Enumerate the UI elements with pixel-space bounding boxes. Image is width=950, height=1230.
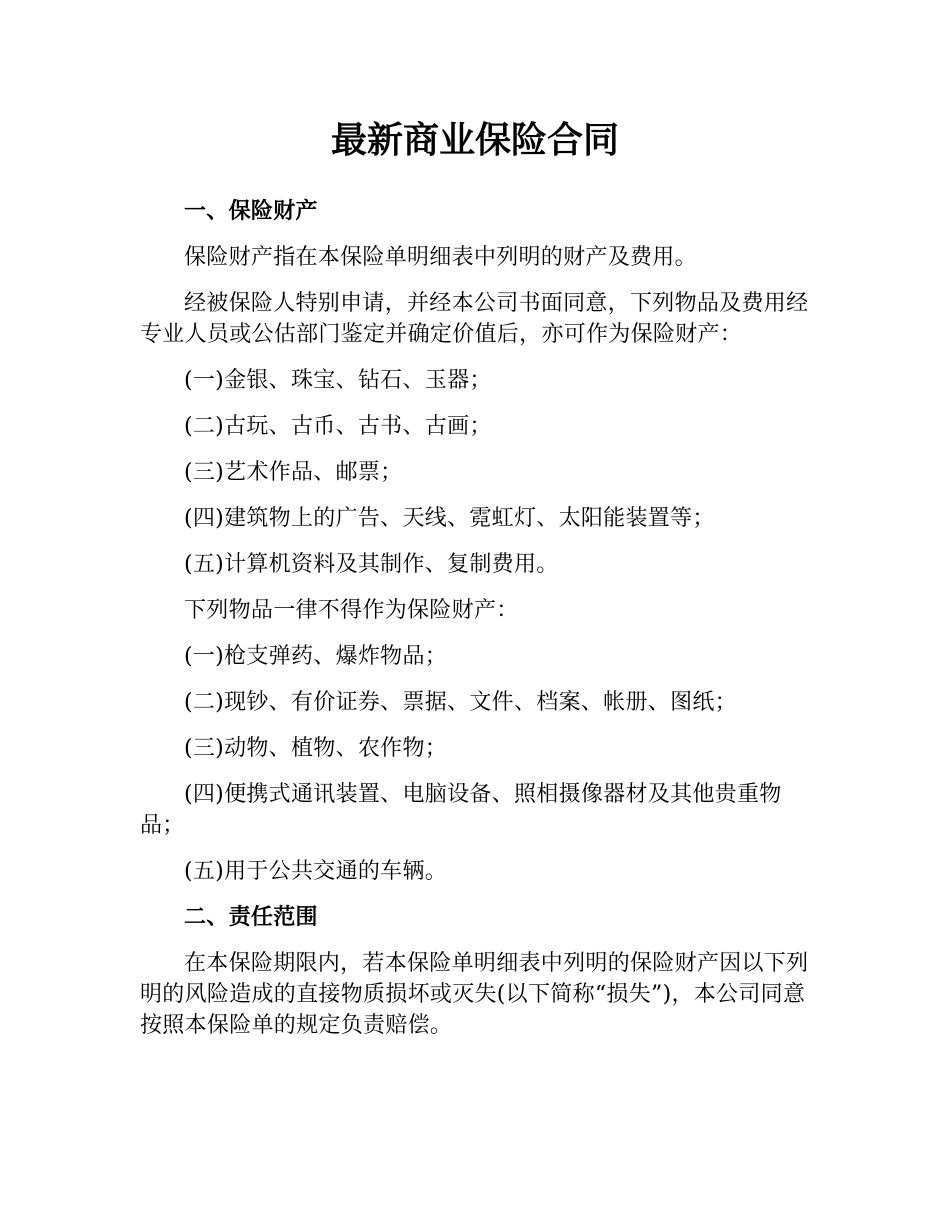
list-item: (四)便携式通讯装置、电脑设备、照相摄像器材及其他贵重物品； — [140, 782, 782, 838]
paragraph: 下列物品一律不得作为保险财产： — [184, 598, 519, 623]
section-heading: 二、责任范围 — [184, 905, 318, 930]
list-item: (一)枪支弹药、爆炸物品； — [184, 644, 448, 669]
paragraph: 在本保险期限内，若本保险单明细表中列明的保险财产因以下列明的风险造成的直接物质损坏或灭失(以下简称“损失”)，本公司同意按照本保险单的规定负责赔偿。 — [140, 951, 809, 1038]
list-item: (三)动物、植物、农作物； — [184, 736, 448, 761]
list-item: (二)现钞、有价证券、票据、文件、档案、帐册、图纸； — [184, 690, 737, 715]
list-item: (四)建筑物上的广告、天线、霓虹灯、太阳能装置等； — [184, 506, 715, 531]
paragraph: 保险财产指在本保险单明细表中列明的财产及费用。 — [184, 245, 697, 270]
list-item: (五)用于公共交通的车辆。 — [184, 859, 448, 884]
list-item: (一)金银、珠宝、钻石、玉器； — [184, 368, 492, 393]
list-item: (二)古玩、古币、古书、古画； — [184, 414, 492, 439]
paragraph: 经被保险人特别申请，并经本公司书面同意，下列物品及费用经专业人员或公估部门鉴定并确定价值后，亦可作为保险财产： — [140, 291, 809, 347]
list-item: (三)艺术作品、邮票； — [184, 460, 403, 485]
document-body — [140, 196, 812, 1041]
section-heading: 一、保险财产 — [184, 199, 318, 224]
list-item: (五)计算机资料及其制作、复制费用。 — [184, 552, 559, 577]
document-title: 最新商业保险合同 — [330, 120, 619, 161]
